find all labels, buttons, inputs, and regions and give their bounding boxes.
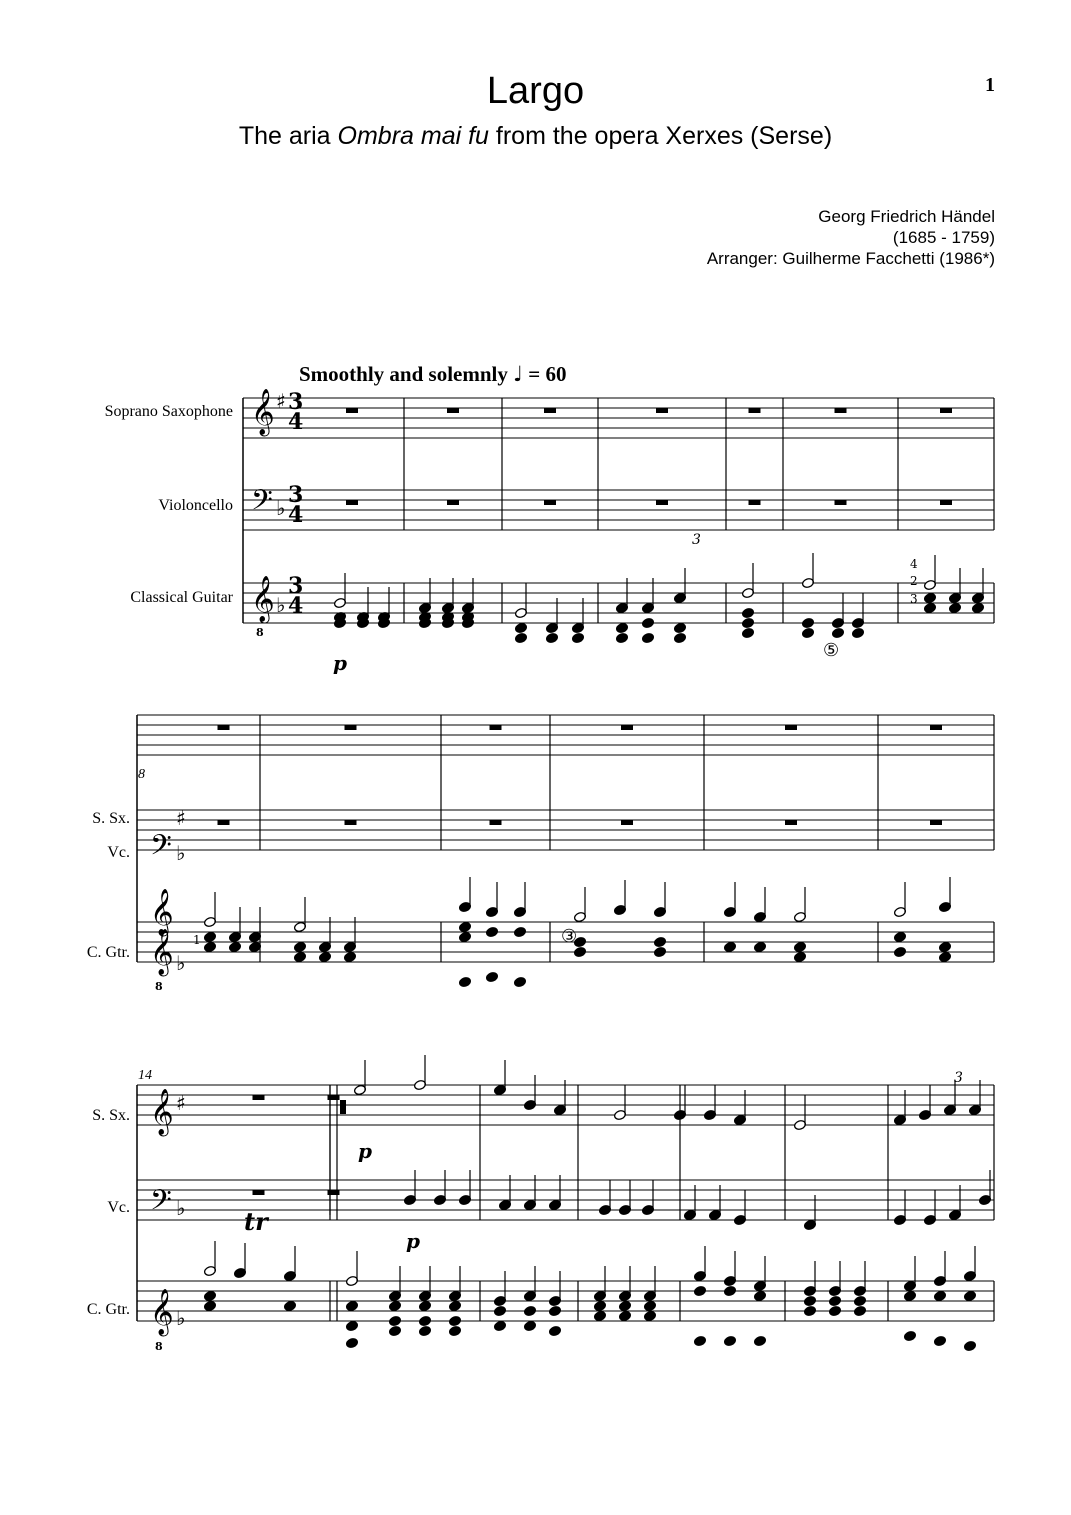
whole-rest-icon <box>930 725 942 730</box>
notehead <box>203 1300 216 1311</box>
measure-number-14: 14 <box>138 1068 152 1083</box>
whole-rest-icon <box>253 1095 265 1100</box>
notehead <box>903 1330 916 1341</box>
whole-rest-icon <box>345 820 357 825</box>
dynamic-piano: p <box>406 1229 420 1253</box>
notehead <box>853 1305 866 1316</box>
notehead <box>548 1305 561 1316</box>
notehead <box>741 627 754 638</box>
short-label-sax-3: S. Sx. <box>92 1107 130 1124</box>
notehead <box>388 1325 401 1336</box>
notehead <box>514 622 527 633</box>
notehead <box>228 941 241 952</box>
time-sig-bottom: 4 <box>288 409 304 435</box>
whole-rest-icon <box>621 820 633 825</box>
treble-clef-icon: 𝄞 <box>251 576 275 622</box>
notehead <box>345 1320 358 1331</box>
piece-title: Largo <box>486 70 585 112</box>
notehead <box>741 617 754 628</box>
measure-number-8: 8 <box>138 767 145 782</box>
guitar-octave-mark: 8 <box>155 980 163 993</box>
notehead <box>448 1315 461 1326</box>
notehead <box>893 946 906 957</box>
whole-rest-icon <box>749 408 761 413</box>
whole-rest-icon <box>621 725 633 730</box>
notehead <box>203 931 216 942</box>
time-sig-bottom: 4 <box>288 502 304 528</box>
notehead <box>741 607 754 618</box>
whole-rest-icon <box>490 820 502 825</box>
treble-clef-icon: 𝄞 <box>150 1289 174 1335</box>
flat-key-icon: ♭ <box>276 593 286 617</box>
sharp-key-icon: ♯ <box>276 389 286 413</box>
time-sig-top: 3 <box>288 482 304 508</box>
notehead <box>933 1335 946 1346</box>
quarter-note-icon: ♩ <box>513 362 524 386</box>
whole-rest-icon <box>785 820 797 825</box>
notehead <box>523 1320 536 1331</box>
barlines <box>137 398 994 1321</box>
notehead <box>618 1310 631 1321</box>
notehead <box>831 627 844 638</box>
notehead <box>548 1325 561 1336</box>
whole-rest-icon <box>328 1095 340 1100</box>
staff-lines <box>137 398 994 1321</box>
trill-mark: tr <box>244 1207 268 1236</box>
whole-rest-icon <box>785 725 797 730</box>
notehead <box>293 951 306 962</box>
time-sig-bottom: 4 <box>288 593 304 619</box>
notehead <box>853 1295 866 1306</box>
notehead <box>203 1290 216 1301</box>
page-number: 1 <box>985 74 995 96</box>
notehead <box>803 1295 816 1306</box>
whole-rest-icon <box>544 408 556 413</box>
notehead <box>938 951 951 962</box>
time-sig-top: 3 <box>288 389 304 415</box>
notehead <box>318 951 331 962</box>
instrument-label-sax: Soprano Saxophone <box>104 403 233 420</box>
quarter-rest-icon <box>340 1100 346 1114</box>
whole-rest-icon <box>253 1190 265 1195</box>
notehead <box>615 632 628 643</box>
notehead <box>593 1300 606 1311</box>
whole-rest-icon <box>346 408 358 413</box>
whole-rests <box>218 408 953 1195</box>
sharp-key-icon: ♯ <box>176 1091 186 1115</box>
fingering-three: 3 <box>910 592 918 606</box>
notehead <box>753 1335 766 1346</box>
notehead <box>971 602 984 613</box>
notehead <box>653 946 666 957</box>
whole-rest-icon <box>447 408 459 413</box>
notehead <box>293 941 306 952</box>
whole-rest-icon <box>490 725 502 730</box>
short-label-sax: S. Sx. <box>92 810 130 827</box>
notehead <box>828 1295 841 1306</box>
bass-clef-icon: 𝄢 <box>150 829 172 869</box>
guitar-octave-mark: 8 <box>155 1340 163 1353</box>
treble-clef-icon: 𝄞 <box>150 929 174 975</box>
whole-rest-icon <box>328 1190 340 1195</box>
notehead <box>948 602 961 613</box>
notehead <box>418 1325 431 1336</box>
tuplet-mark: 3 <box>692 532 701 548</box>
notehead <box>673 632 686 643</box>
notehead <box>388 1315 401 1326</box>
notehead <box>448 1300 461 1311</box>
composer: Georg Friedrich Händel <box>818 207 995 226</box>
tempo-bpm: = 60 <box>528 362 567 386</box>
notehead <box>923 592 936 603</box>
notehead <box>641 617 654 628</box>
notehead <box>343 951 356 962</box>
treble-clef-icon: 𝄞 <box>150 889 174 935</box>
notehead <box>801 627 814 638</box>
subtitle-aria-name: Ombra mai fu <box>337 122 489 150</box>
notehead <box>641 632 654 643</box>
dynamic-piano: p <box>333 651 347 675</box>
notehead <box>458 931 471 942</box>
tuplet-mark: 3 <box>954 1070 963 1086</box>
arranger: Arranger: Guilherme Facchetti (1986*) <box>706 249 995 268</box>
notehead <box>643 1300 656 1311</box>
short-label-guitar: C. Gtr. <box>86 944 130 961</box>
notehead <box>485 971 498 982</box>
string-number-three: ③ <box>561 926 578 947</box>
whole-rest-icon <box>749 500 761 505</box>
dynamic-piano: p <box>358 1139 372 1163</box>
flat-key-icon: ♭ <box>176 841 186 865</box>
notehead <box>723 941 736 952</box>
notehead <box>801 617 814 628</box>
whole-rest-icon <box>218 725 230 730</box>
notehead <box>493 1320 506 1331</box>
notehead <box>458 976 471 987</box>
notehead <box>388 1300 401 1311</box>
fingering-one: 1 <box>193 933 201 947</box>
whole-rest-icon <box>835 408 847 413</box>
notehead <box>933 1290 946 1301</box>
short-label-guitar-3: C. Gtr. <box>86 1301 130 1318</box>
notehead <box>643 1310 656 1321</box>
whole-rest-icon <box>930 820 942 825</box>
notehead <box>753 1290 766 1301</box>
treble-clef-icon: 𝄞 <box>150 1089 174 1135</box>
notehead <box>803 1305 816 1316</box>
string-number-five: ⑤ <box>823 640 840 661</box>
notehead <box>513 926 526 937</box>
whole-rest-icon <box>656 500 668 505</box>
short-label-cello-3: Vc. <box>107 1199 130 1216</box>
notehead <box>514 632 527 643</box>
flat-key-icon: ♭ <box>276 496 286 520</box>
notehead <box>418 1315 431 1326</box>
notehead <box>618 1300 631 1311</box>
notehead <box>523 1305 536 1316</box>
notehead <box>615 622 628 633</box>
sharp-key-icon: ♯ <box>176 806 186 830</box>
notehead <box>571 632 584 643</box>
whole-rest-icon <box>345 725 357 730</box>
flat-key-icon: ♭ <box>176 1306 186 1330</box>
notehead <box>793 951 806 962</box>
whole-rest-icon <box>940 500 952 505</box>
subtitle-prefix: The aria <box>238 122 338 150</box>
notehead <box>593 1310 606 1321</box>
whole-rest-icon <box>447 500 459 505</box>
flat-key-icon: ♭ <box>176 1196 186 1220</box>
notehead <box>493 1305 506 1316</box>
time-sig-top: 3 <box>288 573 304 599</box>
whole-rest-icon <box>544 500 556 505</box>
notehead <box>573 946 586 957</box>
notehead <box>345 1300 358 1311</box>
notehead <box>485 926 498 937</box>
notehead <box>448 1325 461 1336</box>
notehead <box>653 936 666 947</box>
notehead <box>903 1290 916 1301</box>
fingering-two: 2 <box>910 574 918 588</box>
short-label-cello: Vc. <box>107 844 130 861</box>
bass-clef-icon: 𝄢 <box>150 1184 172 1224</box>
notehead <box>458 921 471 932</box>
notehead <box>828 1305 841 1316</box>
notehead <box>345 1337 358 1348</box>
fingering-four: 4 <box>910 557 918 571</box>
notehead <box>938 941 951 952</box>
whole-rest-icon <box>940 408 952 413</box>
whole-rest-icon <box>656 408 668 413</box>
composer-dates: (1685 - 1759) <box>892 228 995 247</box>
notehead <box>851 627 864 638</box>
notehead <box>723 1335 736 1346</box>
guitar-octave-mark: 8 <box>256 626 264 639</box>
tempo-text: Smoothly and solemnly <box>299 362 508 386</box>
subtitle-suffix: from the opera Xerxes (Serse) <box>488 122 833 150</box>
notehead <box>203 941 216 952</box>
notehead <box>753 941 766 952</box>
notehead <box>963 1340 976 1351</box>
flat-key-icon: ♭ <box>176 951 186 975</box>
notehead <box>673 622 686 633</box>
instrument-label-cello: Violoncello <box>158 497 233 514</box>
notehead <box>793 941 806 952</box>
notehead <box>923 602 936 613</box>
whole-rest-icon <box>835 500 847 505</box>
notehead <box>693 1285 706 1296</box>
bass-clef-icon: 𝄢 <box>251 484 273 524</box>
instrument-label-guitar: Classical Guitar <box>130 589 233 606</box>
notehead <box>693 1335 706 1346</box>
notehead <box>723 1285 736 1296</box>
notehead <box>963 1290 976 1301</box>
notehead <box>545 632 558 643</box>
notehead <box>513 976 526 987</box>
whole-rest-icon <box>346 500 358 505</box>
notehead <box>283 1300 296 1311</box>
notehead <box>418 1300 431 1311</box>
whole-rest-icon <box>218 820 230 825</box>
notehead <box>893 931 906 942</box>
treble-clef-icon: 𝄞 <box>251 389 275 435</box>
